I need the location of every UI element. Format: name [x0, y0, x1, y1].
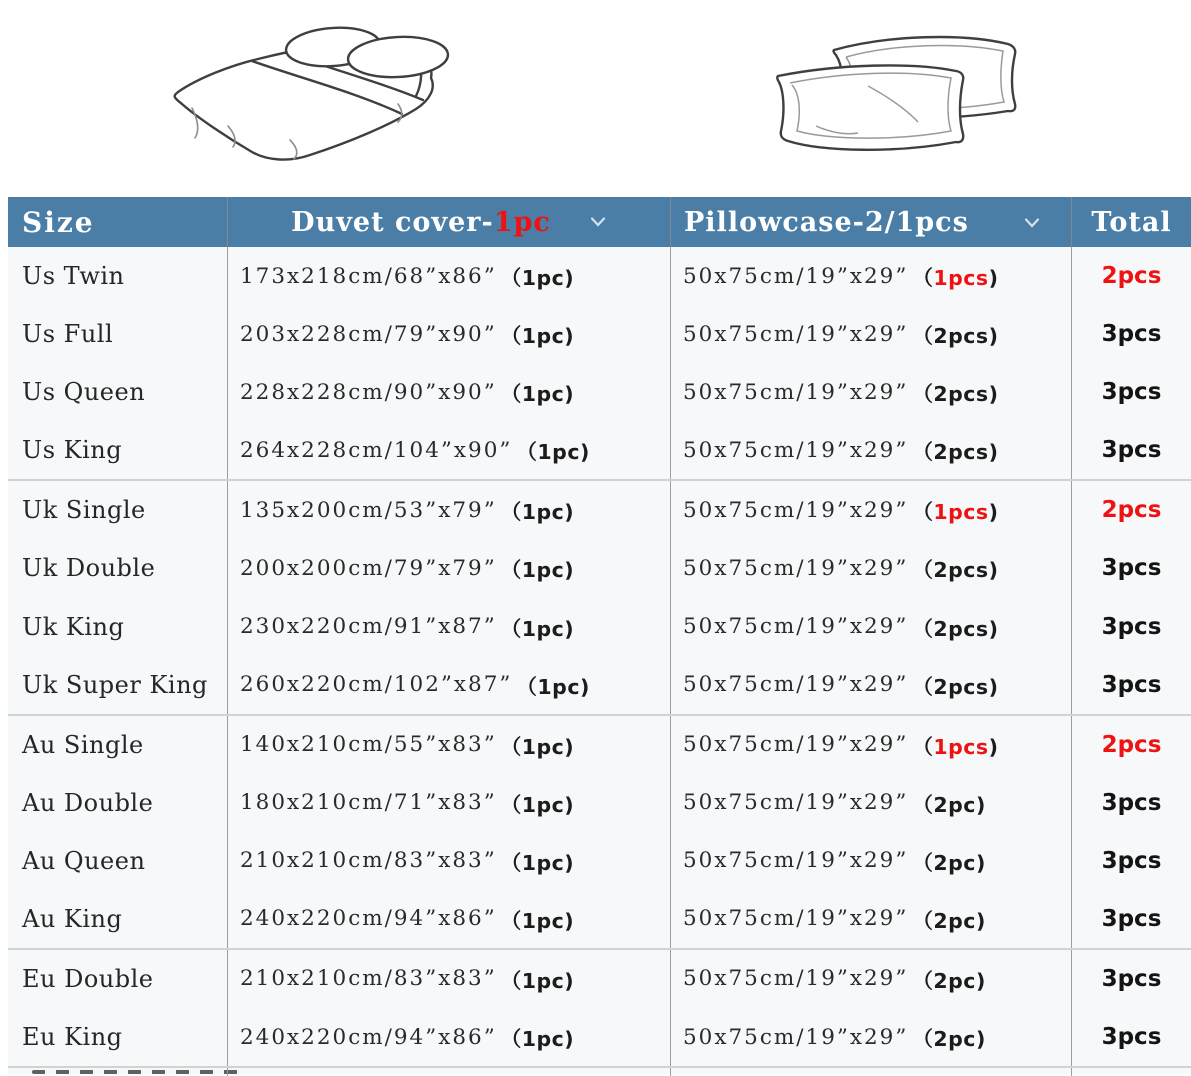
paren-close: )	[988, 266, 999, 291]
duvet-quantity	[501, 964, 574, 994]
pillowcase-qty-value: 2pcs	[933, 324, 989, 349]
pillowcase-qty-value: 2pc	[933, 792, 976, 817]
paren-open: （	[500, 558, 522, 583]
pillowcase-cell	[670, 597, 1071, 655]
total-value: 3pcs	[1101, 965, 1162, 992]
duvet-qty-value: 1pc	[521, 908, 565, 933]
pillowcase-cell	[670, 950, 1071, 1008]
size-label: Eu Double	[22, 964, 154, 993]
total-cell	[1071, 890, 1191, 948]
column-divider	[227, 1068, 228, 1076]
paren-open: （	[500, 616, 522, 641]
total-value: 3pcs	[1101, 789, 1162, 816]
size-label: Au Double	[22, 788, 154, 817]
paren-open: （	[500, 1027, 522, 1052]
total-cell	[1071, 305, 1191, 363]
paren-close: )	[564, 850, 575, 875]
duvet-dimensions: 210x210cm/83”x83”	[240, 966, 497, 992]
duvet-dimensions: 240x220cm/94”x86”	[240, 906, 497, 932]
total-cell	[1071, 950, 1191, 1008]
paren-open: （	[912, 440, 934, 465]
pillowcase-dimensions: 50x75cm/19”x29”	[683, 672, 909, 698]
duvet-qty-value: 1pc	[521, 734, 565, 759]
duvet-quantity	[501, 1022, 574, 1052]
pillowcase-quantity	[912, 261, 998, 291]
header-total-label: Total	[1091, 206, 1172, 238]
table-row	[8, 950, 1191, 1008]
pillowcase-dimensions: 50x75cm/19”x29”	[683, 437, 909, 463]
paren-close: )	[579, 674, 590, 699]
total-value: 3pcs	[1101, 555, 1162, 582]
pillowcase-dimensions: 50x75cm/19”x29”	[683, 497, 909, 523]
pillowcase-quantity	[912, 553, 998, 583]
table-row	[8, 481, 1191, 539]
pillowcase-cell	[670, 539, 1071, 597]
duvet-cover-cell	[227, 363, 670, 421]
size-label: Us Queen	[22, 378, 146, 407]
duvet-cover-cell	[227, 247, 670, 305]
paren-open: （	[516, 674, 538, 699]
total-cell	[1071, 832, 1191, 890]
duvet-cover-cell	[227, 774, 670, 832]
total-value: 3pcs	[1101, 437, 1162, 464]
pillowcase-qty-value: 1pcs	[933, 266, 989, 291]
pillowcase-quantity	[912, 377, 998, 407]
total-cell	[1071, 481, 1191, 539]
table-row	[8, 363, 1191, 421]
pillowcase-dimensions: 50x75cm/19”x29”	[683, 263, 909, 289]
duvet-cover-cell	[227, 597, 670, 655]
pillowcase-dimensions: 50x75cm/19”x29”	[683, 848, 909, 874]
duvet-quantity	[501, 730, 574, 760]
duvet-dimensions: 200x200cm/79”x79”	[240, 555, 497, 581]
paren-close: )	[988, 558, 999, 583]
duvet-dimensions: 210x210cm/83”x83”	[240, 848, 497, 874]
table-row	[8, 832, 1191, 890]
paren-close: )	[564, 616, 575, 641]
duvet-cover-cell	[227, 656, 670, 714]
total-cell	[1071, 539, 1191, 597]
paren-close: )	[988, 440, 999, 465]
duvet-quantity	[501, 319, 574, 349]
pillowcase-qty-value: 2pc	[933, 908, 976, 933]
duvet-qty-value: 1pc	[521, 1027, 565, 1052]
total-cell	[1071, 1008, 1191, 1066]
pillowcase-cell	[670, 363, 1071, 421]
paren-open: （	[912, 500, 934, 525]
duvet-quantity	[516, 435, 589, 465]
bed-duvet-illustration	[140, 8, 480, 178]
pillowcase-qty-value: 2pcs	[933, 382, 989, 407]
header-duvet-cover[interactable]	[227, 197, 670, 247]
paren-open: （	[500, 382, 522, 407]
duvet-cover-cell	[227, 539, 670, 597]
paren-close: )	[564, 558, 575, 583]
paren-close: )	[988, 382, 999, 407]
paren-close: )	[988, 616, 999, 641]
duvet-qty-value: 1pc	[521, 850, 565, 875]
paren-close: )	[564, 324, 575, 349]
paren-close: )	[564, 734, 575, 759]
pillowcase-cell	[670, 1008, 1071, 1066]
cutoff-next-row-strip	[8, 1066, 1191, 1074]
header-pillowcase-label: Pillowcase-2/1pcs	[684, 206, 969, 238]
pillowcase-dimensions: 50x75cm/19”x29”	[683, 555, 909, 581]
size-cell	[8, 363, 227, 421]
pillowcase-qty-value: 2pcs	[933, 440, 989, 465]
size-cell	[8, 1008, 227, 1066]
total-cell	[1071, 247, 1191, 305]
paren-open: （	[500, 500, 522, 525]
size-cell	[8, 481, 227, 539]
pillowcase-cell	[670, 890, 1071, 948]
chevron-down-icon[interactable]	[589, 216, 607, 228]
pillowcase-cell	[670, 656, 1071, 714]
paren-open: （	[912, 616, 934, 641]
duvet-cover-cell	[227, 950, 670, 1008]
pillowcase-quantity	[912, 495, 998, 525]
duvet-quantity	[501, 495, 574, 525]
header-size	[8, 197, 227, 247]
pillowcase-dimensions: 50x75cm/19”x29”	[683, 1024, 909, 1050]
size-cell	[8, 716, 227, 774]
pillowcase-cell	[670, 247, 1071, 305]
header-duvet-qty: 1pc	[493, 206, 551, 238]
table-row	[8, 1008, 1191, 1066]
total-cell	[1071, 421, 1191, 479]
size-label: Au King	[22, 904, 123, 933]
pillowcase-quantity	[912, 904, 985, 934]
pillowcase-qty-value: 2pcs	[933, 558, 989, 583]
table-row	[8, 656, 1191, 716]
table-row	[8, 247, 1191, 305]
table-header-row	[8, 197, 1191, 247]
front-pillow	[777, 65, 963, 149]
pillowcase-cell	[670, 832, 1071, 890]
size-label: Uk Super King	[22, 670, 208, 699]
pillowcase-cell	[670, 774, 1071, 832]
duvet-quantity	[501, 846, 574, 876]
size-label: Uk Double	[22, 554, 156, 583]
size-cell	[8, 656, 227, 714]
duvet-quantity	[516, 670, 589, 700]
duvet-qty-value: 1pc	[521, 500, 565, 525]
paren-open: （	[912, 324, 934, 349]
paren-open: （	[500, 968, 522, 993]
header-total	[1071, 197, 1191, 247]
table-row	[8, 716, 1191, 774]
paren-open: （	[500, 734, 522, 759]
total-value: 3pcs	[1101, 613, 1162, 640]
paren-close: )	[975, 850, 986, 875]
size-label: Us Twin	[22, 262, 125, 291]
total-value: 3pcs	[1101, 379, 1162, 406]
pillowcase-quantity	[912, 435, 998, 465]
header-pillowcase[interactable]	[670, 197, 1071, 247]
paren-open: （	[912, 1027, 934, 1052]
duvet-dimensions: 240x220cm/94”x86”	[240, 1024, 497, 1050]
size-label: Uk Single	[22, 496, 146, 525]
size-cell	[8, 305, 227, 363]
size-cell	[8, 832, 227, 890]
duvet-dimensions: 203x228cm/79”x90”	[240, 321, 497, 347]
duvet-qty-value: 1pc	[521, 968, 565, 993]
total-value: 3pcs	[1101, 905, 1162, 932]
duvet-cover-cell	[227, 832, 670, 890]
paren-close: )	[564, 1027, 575, 1052]
paren-close: )	[975, 792, 986, 817]
pillowcase-dimensions: 50x75cm/19”x29”	[683, 321, 909, 347]
column-divider	[1071, 1068, 1072, 1076]
paren-open: （	[912, 850, 934, 875]
paren-open: （	[912, 792, 934, 817]
paren-open: （	[912, 734, 934, 759]
chevron-down-icon[interactable]	[1023, 217, 1041, 229]
paren-close: )	[564, 500, 575, 525]
paren-open: （	[516, 440, 538, 465]
duvet-qty-value: 1pc	[521, 266, 565, 291]
pillowcase-qty-value: 2pc	[933, 850, 976, 875]
total-value: 3pcs	[1101, 671, 1162, 698]
total-cell	[1071, 774, 1191, 832]
paren-close: )	[975, 908, 986, 933]
pillowcase-cell	[670, 421, 1071, 479]
size-chart-table	[8, 197, 1191, 1074]
duvet-qty-value: 1pc	[521, 558, 565, 583]
duvet-dimensions: 260x220cm/102”x87”	[240, 672, 513, 698]
total-value: 2pcs	[1101, 263, 1162, 290]
total-cell	[1071, 716, 1191, 774]
duvet-dimensions: 180x210cm/71”x83”	[240, 790, 497, 816]
duvet-cover-cell	[227, 421, 670, 479]
header-size-label: Size	[22, 205, 95, 239]
duvet-dimensions: 135x200cm/53”x79”	[240, 497, 497, 523]
paren-close: )	[579, 440, 590, 465]
paren-close: )	[564, 792, 575, 817]
paren-close: )	[988, 500, 999, 525]
total-value: 2pcs	[1101, 497, 1162, 524]
pillowcase-quantity	[912, 319, 998, 349]
paren-close: )	[975, 968, 986, 993]
duvet-cover-cell	[227, 305, 670, 363]
duvet-quantity	[501, 377, 574, 407]
paren-close: )	[564, 382, 575, 407]
pillowcase-dimensions: 50x75cm/19”x29”	[683, 379, 909, 405]
total-value: 3pcs	[1101, 1024, 1162, 1051]
paren-open: （	[912, 674, 934, 699]
size-label: Au Queen	[22, 846, 146, 875]
duvet-quantity	[501, 788, 574, 818]
duvet-dimensions: 264x228cm/104”x90”	[240, 437, 513, 463]
size-cell	[8, 597, 227, 655]
size-cell	[8, 539, 227, 597]
duvet-cover-cell	[227, 1008, 670, 1066]
size-label: Eu King	[22, 1023, 123, 1052]
duvet-quantity	[501, 553, 574, 583]
paren-open: （	[912, 266, 934, 291]
pillowcase-qty-value: 2pcs	[933, 674, 989, 699]
pillowcase-dimensions: 50x75cm/19”x29”	[683, 790, 909, 816]
paren-open: （	[500, 792, 522, 817]
pillowcase-quantity	[912, 730, 998, 760]
pillowcase-qty-value: 2pcs	[933, 616, 989, 641]
size-cell	[8, 421, 227, 479]
paren-open: （	[912, 968, 934, 993]
duvet-dimensions: 230x220cm/91”x87”	[240, 614, 497, 639]
pillowcase-quantity	[912, 788, 985, 818]
paren-close: )	[975, 1027, 986, 1052]
duvet-dimensions: 173x218cm/68”x86”	[240, 263, 497, 289]
table-body	[8, 247, 1191, 1066]
size-label: Uk King	[22, 612, 125, 641]
pillowcase-cell	[670, 305, 1071, 363]
total-cell	[1071, 363, 1191, 421]
paren-open: （	[912, 382, 934, 407]
paren-open: （	[500, 266, 522, 291]
duvet-cover-cell	[227, 890, 670, 948]
paren-open: （	[912, 908, 934, 933]
duvet-cover-cell	[227, 716, 670, 774]
pillowcases-illustration	[758, 8, 1038, 168]
pillowcase-cell	[670, 716, 1071, 774]
table-row	[8, 421, 1191, 481]
duvet-dimensions: 140x210cm/55”x83”	[240, 732, 497, 758]
size-cell	[8, 950, 227, 1008]
paren-close: )	[564, 908, 575, 933]
duvet-qty-value: 1pc	[537, 674, 580, 699]
table-row	[8, 890, 1191, 950]
paren-open: （	[500, 850, 522, 875]
pillowcase-quantity	[912, 612, 998, 642]
paren-open: （	[912, 558, 934, 583]
paren-close: )	[988, 674, 999, 699]
pillowcase-quantity	[912, 964, 985, 994]
size-label: Us King	[22, 436, 123, 465]
pillowcase-quantity	[912, 1022, 985, 1052]
duvet-quantity	[501, 612, 574, 642]
size-cell	[8, 774, 227, 832]
header-duvet-label: Duvet cover-1pc	[291, 206, 551, 238]
pillowcase-qty-value: 1pcs	[933, 734, 989, 759]
table-row	[8, 305, 1191, 363]
size-cell	[8, 890, 227, 948]
duvet-quantity	[501, 261, 574, 291]
pillowcase-dimensions: 50x75cm/19”x29”	[683, 966, 909, 992]
table-row	[8, 774, 1191, 832]
paren-close: )	[564, 266, 575, 291]
pillowcase-quantity	[912, 846, 985, 876]
duvet-quantity	[501, 904, 574, 934]
duvet-qty-value: 1pc	[521, 792, 565, 817]
total-value: 3pcs	[1101, 321, 1162, 348]
paren-open: （	[500, 908, 522, 933]
paren-close: )	[564, 968, 575, 993]
pillowcase-qty-value: 1pcs	[933, 500, 989, 525]
pillowcase-dimensions: 50x75cm/19”x29”	[683, 614, 909, 639]
duvet-cover-cell	[227, 481, 670, 539]
total-value: 3pcs	[1101, 847, 1162, 874]
paren-open: （	[500, 324, 522, 349]
total-value: 2pcs	[1101, 731, 1162, 758]
column-divider	[670, 1068, 671, 1076]
size-cell	[8, 247, 227, 305]
size-label: Us Full	[22, 320, 114, 349]
table-row	[8, 597, 1191, 655]
pillowcase-quantity	[912, 670, 998, 700]
duvet-qty-value: 1pc	[537, 440, 580, 465]
cutoff-text-sliver	[32, 1070, 244, 1074]
table-row	[8, 539, 1191, 597]
duvet-dimensions: 228x228cm/90”x90”	[240, 379, 497, 405]
pillowcase-dimensions: 50x75cm/19”x29”	[683, 906, 909, 932]
paren-close: )	[988, 734, 999, 759]
paren-close: )	[988, 324, 999, 349]
total-cell	[1071, 656, 1191, 714]
duvet-qty-value: 1pc	[521, 616, 565, 641]
duvet-qty-value: 1pc	[521, 324, 565, 349]
total-cell	[1071, 597, 1191, 655]
pillowcase-qty-value: 2pc	[933, 1027, 976, 1052]
duvet-qty-value: 1pc	[521, 382, 565, 407]
pillowcase-qty-value: 2pc	[933, 968, 976, 993]
pillowcase-cell	[670, 481, 1071, 539]
pillowcase-dimensions: 50x75cm/19”x29”	[683, 732, 909, 758]
size-label: Au Single	[22, 730, 144, 759]
